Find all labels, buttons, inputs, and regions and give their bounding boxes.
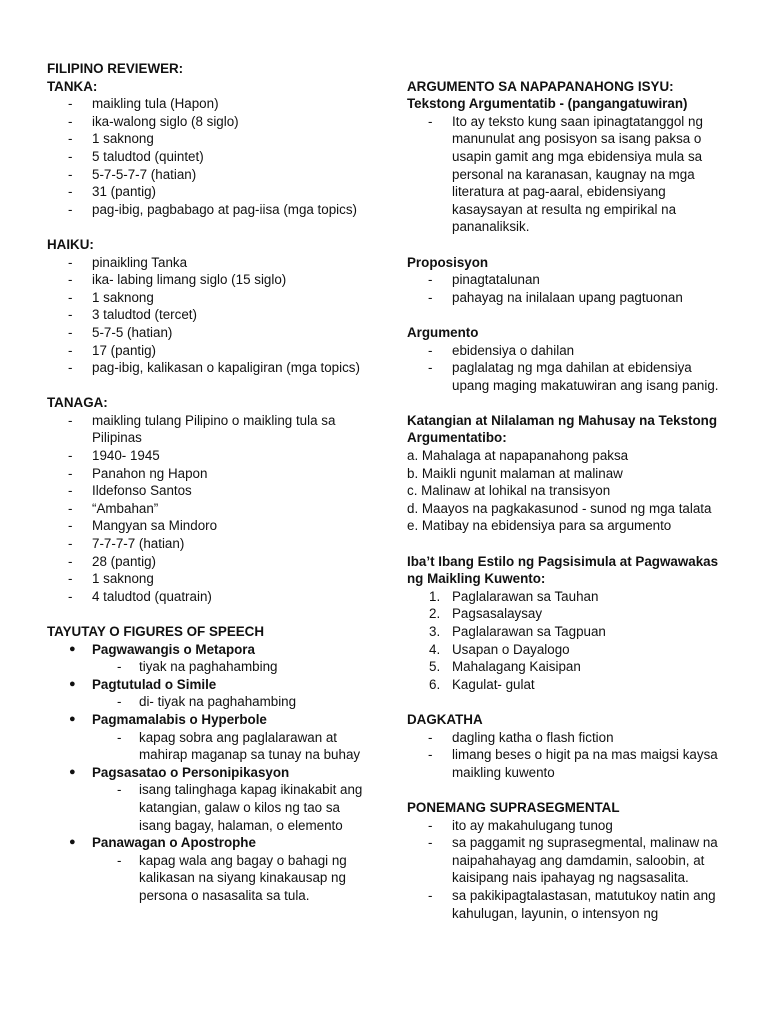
left-column bbox=[47, 60, 367, 905]
tayutay-section bbox=[47, 623, 367, 905]
estilo-item: 6. Kagulat- gulat bbox=[429, 676, 535, 692]
argumento-isyu-heading: ARGUMENTO SA NAPAPANAHONG ISYU: bbox=[407, 78, 674, 94]
haiku-item: - 1 saknong bbox=[68, 289, 154, 305]
dagkatha-item: - dagling katha o flash fiction bbox=[428, 729, 614, 745]
tanka-item: - 31 (pantig) bbox=[68, 184, 157, 200]
argumento-item: - paglalatag ng mga dahilan at ebidensiya upang maging makatuwiran ang isang panig. bbox=[428, 360, 719, 393]
tanaga-item: - 28 (pantig) bbox=[68, 553, 157, 569]
haiku-section bbox=[47, 236, 367, 377]
tanaga-section bbox=[47, 394, 367, 605]
katangian-line: e. Matibay na ebidensiya para sa argumento bbox=[407, 518, 672, 534]
tanaga-item: - 1940- 1945 bbox=[68, 448, 160, 464]
right-column bbox=[407, 60, 727, 922]
tanka-item: - 5 taludtod (quintet) bbox=[68, 148, 204, 164]
dagkatha-section bbox=[407, 711, 727, 781]
ponemang-item: - ito ay makahulugang tunog bbox=[428, 817, 613, 833]
tayutay-heading: TAYUTAY O FIGURES OF SPEECH bbox=[47, 624, 265, 639]
tayutay-bullet: ● Pagwawangis o Metapora bbox=[69, 641, 255, 657]
tanka-heading: TANKA: bbox=[47, 78, 98, 94]
haiku-item: - 17 (pantig) bbox=[68, 342, 157, 358]
tayutay-bullet: ● Pagmamalabis o Hyperbole bbox=[69, 711, 267, 727]
tayutay-sub-item: - kapag wala ang bagay o bahagi ng kalikasan na siyang kinakausap ng persona o nasasalita sa tula. bbox=[117, 852, 347, 903]
katangian-line: b. Maikli ngunit malaman at malinaw bbox=[407, 465, 623, 481]
tanaga-item: - maikling tulang Pilipino o maikling tula sa Pilipinas bbox=[68, 412, 336, 446]
tanaga-item: - 4 taludtod (quatrain) bbox=[68, 588, 212, 604]
katangian-section bbox=[407, 412, 727, 535]
ponemang-section bbox=[407, 799, 727, 922]
tanaga-item: - 7-7-7-7 (hatian) bbox=[68, 536, 185, 552]
tanka-item: - 1 saknong bbox=[68, 131, 154, 147]
proposisyon-item: - pinagtatalunan bbox=[428, 272, 540, 288]
tayutay-bullet: ● Pagtutulad o Simile bbox=[69, 676, 217, 692]
tanaga-item: - Panahon ng Hapon bbox=[68, 465, 208, 481]
haiku-item: - 5-7-5 (hatian) bbox=[68, 324, 173, 340]
tayutay-sub-item: - di- tiyak na paghahambing bbox=[117, 694, 297, 710]
tanka-item: - maikling tula (Hapon) bbox=[68, 96, 219, 112]
tanaga-item: - “Ambahan” bbox=[68, 500, 159, 516]
tanka-item: - 5-7-5-7-7 (hatian) bbox=[68, 166, 197, 182]
tayutay-sub-item: - kapag sobra ang paglalarawan at mahirap maganap sa tunay na buhay bbox=[117, 729, 361, 763]
estilo-heading: Iba’t Ibang Estilo ng Pagsisimula at Pagwawakas ng Maikling Kuwento: bbox=[407, 553, 719, 587]
estilo-item: 4. Usapan o Dayalogo bbox=[429, 641, 570, 657]
ponemang-item: - sa pakikipagtalastasan, matutukoy natin ang kahulugan, layunin, o intensyon ng bbox=[428, 887, 716, 921]
dagkatha-item: - limang beses o higit pa na mas maigsi kaysa maikling kuwento bbox=[428, 747, 718, 780]
haiku-heading: HAIKU: bbox=[47, 236, 94, 252]
katangian-line: d. Maayos na pagkakasunod - sunod ng mga talata bbox=[407, 500, 712, 516]
estilo-item: 2. Pagsasalaysay bbox=[429, 606, 543, 622]
tanaga-heading: TANAGA: bbox=[47, 395, 108, 411]
tanka-item: - pag-ibig, pagbabago at pag-iisa (mga topics) bbox=[68, 201, 358, 217]
argumento-isyu-item: - Ito ay teksto kung saan ipinagtatanggol ng manunulat ang posisyon sa isang paksa o usapin gamit ang mga ebidensiya mula sa personal na karanasan, kaugnay na mga literatura at pag-aaral, ebidensiyang kasaysayan at resulta ng empirikal na pananaliksik. bbox=[428, 113, 703, 235]
proposisyon-heading: Proposisyon bbox=[407, 254, 489, 270]
haiku-item: - pag-ibig, kalikasan o kapaligiran (mga topics) bbox=[68, 360, 360, 376]
estilo-item: 3. Paglalarawan sa Tagpuan bbox=[429, 624, 606, 639]
ponemang-item: - sa paggamit ng suprasegmental, malinaw na naipahahayag ang damdamin, saloobin, at kaisipang nais ipahayag ng nagsasalita. bbox=[428, 835, 718, 886]
tanaga-item: - Mangyan sa Mindoro bbox=[68, 518, 218, 534]
argumento-heading: Argumento bbox=[407, 324, 479, 340]
tayutay-bullet: ● Pagsasatao o Personipikasyon bbox=[69, 764, 290, 780]
katangian-heading: Katangian at Nilalaman ng Mahusay na Tekstong Argumentatibo: bbox=[407, 412, 718, 446]
argumento-isyu-subheading: Tekstong Argumentatib - (pangangatuwiran) bbox=[407, 96, 688, 112]
tayutay-sub-item: - tiyak na paghahambing bbox=[117, 659, 278, 675]
katangian-line: c. Malinaw at lohikal na transisyon bbox=[407, 483, 611, 499]
ponemang-heading: PONEMANG SUPRASEGMENTAL bbox=[407, 799, 620, 815]
estilo-item: 5. Mahalagang Kaisipan bbox=[429, 659, 581, 675]
proposisyon-item: - pahayag na inilalaan upang pagtuonan bbox=[428, 289, 683, 305]
document-title: FILIPINO REVIEWER: bbox=[47, 61, 184, 76]
proposisyon-section bbox=[407, 254, 727, 307]
tanaga-item: - 1 saknong bbox=[68, 571, 154, 587]
tanka-item: - ika-walong siglo (8 siglo) bbox=[68, 113, 239, 129]
haiku-item: - pinaikling Tanka bbox=[68, 254, 188, 270]
dagkatha-heading: DAGKATHA bbox=[407, 711, 483, 727]
estilo-item: 1. Paglalarawan sa Tauhan bbox=[429, 588, 599, 604]
tayutay-bullet: ● Panawagan o Apostrophe bbox=[69, 835, 256, 851]
haiku-item: - 3 taludtod (tercet) bbox=[68, 307, 197, 323]
argumento-section bbox=[407, 324, 727, 394]
argumento-isyu-section bbox=[407, 78, 727, 236]
tayutay-sub-item: - isang talinghaga kapag ikinakabit ang katangian, galaw o kilos ng tao sa isang bagay, halaman, o elemento bbox=[117, 782, 363, 833]
argumento-item: - ebidensiya o dahilan bbox=[428, 342, 575, 358]
tanka-section bbox=[47, 78, 367, 219]
tanaga-item: - Ildefonso Santos bbox=[68, 483, 192, 499]
haiku-item: - ika- labing limang siglo (15 siglo) bbox=[68, 272, 287, 288]
katangian-line: a. Mahalaga at napapanahong paksa bbox=[407, 448, 629, 464]
estilo-section bbox=[407, 553, 727, 694]
